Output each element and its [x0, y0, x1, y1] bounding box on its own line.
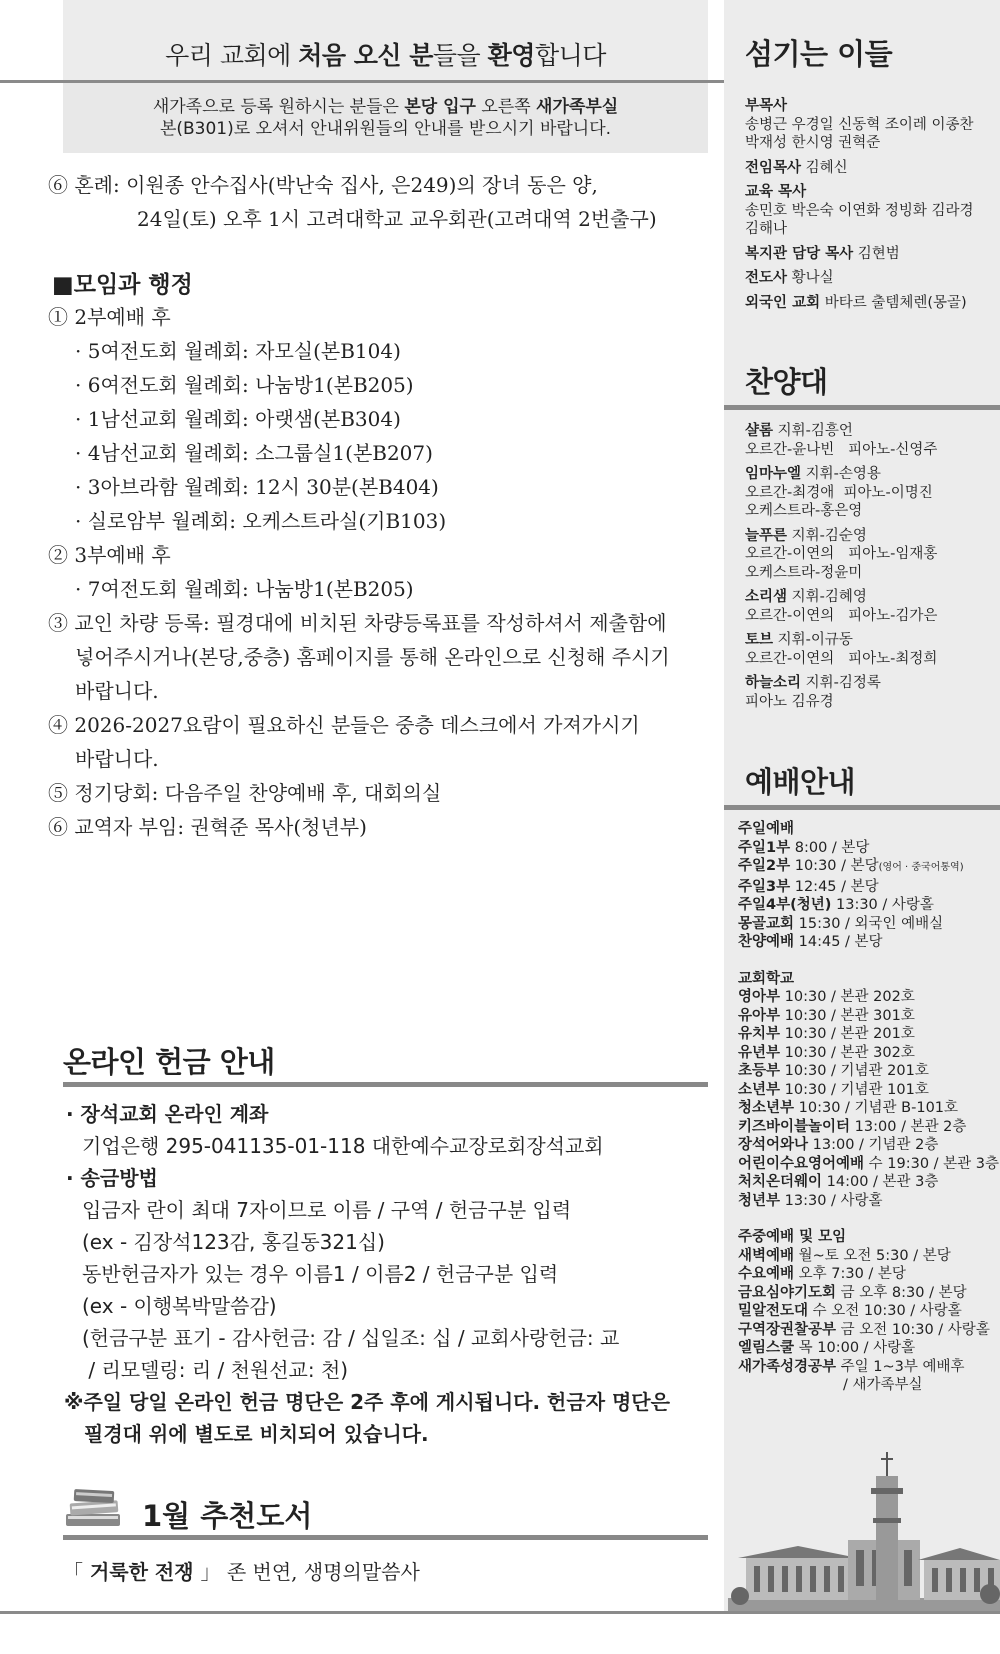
list-item: 토브 지휘-이규동 [745, 632, 853, 648]
list-item [738, 1025, 990, 1044]
list-item: 오르간-최경애 피아노-이명진 [745, 484, 933, 501]
list-item: ⑥ 교역자 부임: 권혁준 목사(청년부) [48, 815, 367, 839]
list-item-info: 10:30 / 기념관 B-101호 [798, 1100, 959, 1116]
list-item [738, 857, 990, 878]
list-item [738, 1358, 990, 1377]
choir-title: 찬양대 [745, 365, 828, 399]
list-item: · 7여전도회 월례회: 나눔방1(본B205) [75, 577, 414, 601]
method-line: (ex - 이행복박말씀감) [82, 1294, 277, 1318]
list-item [738, 1302, 990, 1321]
list-item: 늘푸른 지휘-김순영 [745, 527, 867, 544]
list-item: · 3아브라함 월례회: 12시 30분(본B404) [75, 475, 439, 499]
list-item-name: 주일1부 [738, 839, 791, 856]
list-item: 바랍니다. [75, 747, 159, 771]
books-icon [62, 1484, 124, 1530]
list-item: 임마누엘 지휘-손영용 [745, 466, 881, 482]
list-item-name: 새벽예배 [738, 1247, 795, 1264]
list-item: 부목사 [745, 98, 788, 114]
list-item: 송민호 박은숙 이연화 정빙화 김라경 [745, 202, 974, 219]
worship-list [738, 820, 1000, 1395]
list-header: 교회학교 [738, 970, 795, 987]
list-item-name: 금요심야기도회 [738, 1284, 837, 1301]
servers-title: 섬기는 이들 [745, 37, 893, 71]
list-item: · 4남선교회 월례회: 소그룹실1(본B207) [75, 441, 433, 465]
list-item-info: 15:30 / 외국인 예배실 [798, 915, 944, 932]
offering-divider [63, 1082, 708, 1087]
list-item-info: 수 19:30 / 본관 3층 [868, 1155, 1000, 1172]
list-item-name: 청년부 [738, 1192, 781, 1209]
choir-divider [724, 405, 1000, 410]
list-item-info: 금 오후 8:30 / 본당 [840, 1284, 967, 1301]
wedding-line-2: 24일(토) 오후 1시 고려대학교 교우회관(고려대역 2번출구) [137, 207, 657, 231]
list-item-info: 수 오전 10:30 / 사랑홀 [812, 1303, 962, 1319]
method-line: 입금자 란이 최대 7자이므로 이름 / 구역 / 헌금구분 입력 [82, 1198, 572, 1222]
list-item: 넣어주시거나(본당,중층) 홈페이지를 통해 온라인으로 신청해 주시기 [75, 645, 670, 669]
recommended-book-title: 1월 추천도서 [142, 1499, 313, 1533]
list-item [738, 1192, 990, 1211]
list-item-info: 8:00 / 본당 [794, 839, 870, 856]
list-item-name: 초등부 [738, 1063, 781, 1079]
list-item: 소리샘 지휘-김혜영 [745, 589, 867, 605]
list-item-name: 수요예배 [738, 1266, 795, 1282]
list-item-name: 엘림스쿨 [738, 1340, 795, 1356]
meetings-heading: ■모임과 행정 [52, 272, 193, 298]
bottom-divider [0, 1611, 1000, 1614]
list-item [738, 1265, 990, 1284]
list-item-name: 장석어와나 [738, 1137, 809, 1153]
list-header: 주중예배 및 모임 [738, 1229, 847, 1245]
list-item [738, 1247, 990, 1266]
list-item-name: 주일3부 [738, 878, 791, 895]
list-header: 주일예배 [738, 821, 795, 837]
list-item-info: 10:30 / 본당 [794, 858, 879, 874]
list-item-info: 12:45 / 본당 [794, 878, 879, 895]
list-item-info: 월~토 오전 5:30 / 본당 [798, 1247, 951, 1264]
list-item: 박재성 한시영 권혁준 [745, 135, 881, 151]
offering-notice: ※주일 당일 온라인 헌금 명단은 2주 후에 게시됩니다. 헌금자 명단은 [64, 1390, 670, 1414]
worship-divider [724, 805, 1000, 810]
choir-list [745, 422, 997, 711]
method-line: (헌금구분 표기 - 감사헌금: 감 / 십일조: 십 / 교회사랑헌금: 교 [82, 1326, 620, 1350]
list-item: ① 2부예배 후 [48, 305, 171, 329]
list-item: 송병근 우경일 신동혁 조이레 이종찬 [745, 116, 974, 133]
list-item: ⑤ 정기당회: 다음주일 찬양예배 후, 대회의실 [48, 781, 442, 805]
list-item: 김해나 [745, 221, 788, 237]
list-item-name: 찬양예배 [738, 934, 795, 950]
list-item [738, 988, 990, 1007]
list-item-name: 주일2부 [738, 858, 791, 874]
list-item [738, 1321, 990, 1340]
list-item-name: 구역장권찰공부 [738, 1321, 837, 1338]
list-item-info: 10:30 / 본관 202호 [784, 989, 915, 1005]
list-item-name: 키즈바이블놀이터 [738, 1118, 851, 1135]
account-number: 기업은행 295-041135-01-118 대한예수교장로회장석교회 [82, 1134, 604, 1158]
list-item: 하늘소리 지휘-김정록 [745, 675, 881, 691]
list-item-info: 10:30 / 본관 302호 [784, 1044, 915, 1061]
list-item: · 실로암부 월례회: 오케스트라실(기B103) [75, 509, 447, 533]
list-item-info: 13:30 / 사랑홀 [836, 897, 934, 913]
offering-notice: 필경대 위에 별도로 비치되어 있습니다. [84, 1422, 429, 1446]
list-item: 샬롬 지휘-김흥언 [745, 423, 853, 439]
list-item [738, 1081, 990, 1100]
list-item: / 새가족부실 [843, 1377, 923, 1393]
list-item-name: 유년부 [738, 1044, 781, 1061]
list-item [738, 1173, 990, 1192]
list-item: ④ 2026-2027요람이 필요하신 분들은 중층 데스크에서 가져가시기 [48, 713, 640, 737]
list-item-name: 소년부 [738, 1081, 781, 1098]
method-line: 동반헌금자가 있는 경우 이름1 / 이름2 / 헌금구분 입력 [82, 1262, 559, 1286]
method-line: / 리모델링: 리 / 천원선교: 천) [82, 1358, 349, 1382]
offering-body [66, 1098, 670, 1450]
list-item-info: 13:00 / 기념관 2층 [812, 1137, 939, 1153]
list-item: 바랍니다. [75, 679, 159, 703]
list-item: ③ 교인 차량 등록: 필경대에 비치된 차량등록표를 작성하셔서 제출함에 [48, 611, 667, 635]
list-item: 교육 목사 [745, 184, 807, 200]
list-item: ② 3부예배 후 [48, 543, 171, 567]
list-item-info: 10:30 / 본관 201호 [784, 1026, 915, 1042]
church-building-illustration [728, 1448, 1000, 1611]
list-item-name: 유아부 [738, 1007, 781, 1024]
list-item: 오르간-이연의 피아노-최정희 [745, 650, 938, 667]
list-item-info: 오후 7:30 / 본당 [798, 1266, 906, 1282]
list-item: 오르간-이연의 피아노-김가은 [745, 607, 938, 624]
list-item: 오케스트라-정윤미 [745, 564, 863, 581]
list-item-info: 13:00 / 본관 2층 [854, 1118, 967, 1135]
list-item-name: 영아부 [738, 989, 781, 1005]
servers-list [745, 97, 997, 312]
list-item-info: 목 10:00 / 사랑홀 [798, 1340, 916, 1356]
list-item-name: 몽골교회 [738, 915, 795, 932]
list-item [738, 896, 990, 915]
list-item-info: 13:30 / 사랑홀 [784, 1192, 883, 1209]
list-item: 외국인 교회 바타르 출템체렌(몽골) [745, 294, 967, 311]
list-item [738, 933, 990, 952]
wedding-line-1: ⑥ 혼례: 이원종 안수집사(박난숙 집사, 은249)의 장녀 동은 양, [48, 173, 598, 197]
list-item [738, 915, 990, 934]
book-divider [63, 1535, 708, 1540]
list-item [738, 878, 990, 897]
list-item: · 1남선교회 월례회: 아랫샘(본B304) [75, 407, 401, 431]
list-item [738, 1118, 990, 1137]
worship-title: 예배안내 [745, 765, 856, 799]
list-item-name: 처치온더웨이 [738, 1174, 823, 1190]
list-item [738, 1284, 990, 1303]
list-item-info: 주일 1~3부 예배후 [840, 1358, 965, 1375]
list-item: · 5여전도회 월례회: 자모실(본B104) [75, 339, 401, 363]
list-item-name: 밀알전도대 [738, 1303, 809, 1319]
list-item [738, 1099, 990, 1118]
list-item [738, 839, 990, 858]
list-item: 복지관 담당 목사 김현범 [745, 245, 900, 262]
list-item: 오르간-윤나빈 피아노-신영주 [745, 441, 938, 458]
list-item-info: 10:30 / 기념관 101호 [784, 1081, 929, 1098]
online-offering-title: 온라인 헌금 안내 [63, 1045, 275, 1079]
list-item [738, 1007, 990, 1026]
list-item-name: 유치부 [738, 1026, 781, 1042]
list-item-info: 14:00 / 본관 3층 [826, 1174, 939, 1190]
welcome-title: 우리 교회에 처음 오신 분들을 환영합니다 [165, 41, 606, 70]
list-item-name: 새가족성경공부 [738, 1358, 837, 1375]
list-item-info: 14:45 / 본당 [798, 934, 883, 950]
list-item: · 6여전도회 월례회: 나눔방1(본B205) [75, 373, 414, 397]
list-item-name: 어린이수요영어예배 [738, 1155, 865, 1172]
method-label: · 송금방법 [66, 1166, 158, 1190]
list-item: 오르간-이연의 피아노-임재홍 [745, 546, 938, 562]
list-item [738, 1044, 990, 1063]
account-label: · 장석교회 온라인 계좌 [66, 1102, 269, 1126]
list-item: 전임목사 김혜신 [745, 159, 848, 176]
list-item-name: 주일4부(청년) [738, 897, 832, 913]
list-item [738, 1155, 1000, 1174]
list-item-info: 10:30 / 본관 301호 [784, 1007, 915, 1024]
list-item: 오케스트라-홍은영 [745, 503, 863, 519]
list-item: 피아노 김유경 [745, 693, 834, 710]
list-item-name: 청소년부 [738, 1100, 795, 1116]
list-item-note: (영어 · 중국어통역) [878, 862, 964, 873]
newcomer-notice: 새가족으로 등록 원하시는 분들은 본당 입구 오른쪽 새가족부실 본(B301)로 오셔서 안내위원들의 안내를 받으시기 바랍니다. [152, 97, 619, 139]
meetings-list [48, 300, 670, 844]
list-item: 전도사 황나실 [745, 270, 834, 286]
recommended-book: 「 거룩한 전쟁 」 존 번연, 생명의말씀사 [63, 1560, 420, 1584]
list-item-info: 10:30 / 기념관 201호 [784, 1063, 929, 1079]
list-item [738, 1339, 990, 1358]
list-item [738, 1136, 990, 1155]
list-item [738, 1062, 990, 1081]
method-line: (ex - 김장석123감, 홍길동321십) [82, 1230, 385, 1254]
list-item-info: 금 오전 10:30 / 사랑홀 [840, 1321, 990, 1338]
